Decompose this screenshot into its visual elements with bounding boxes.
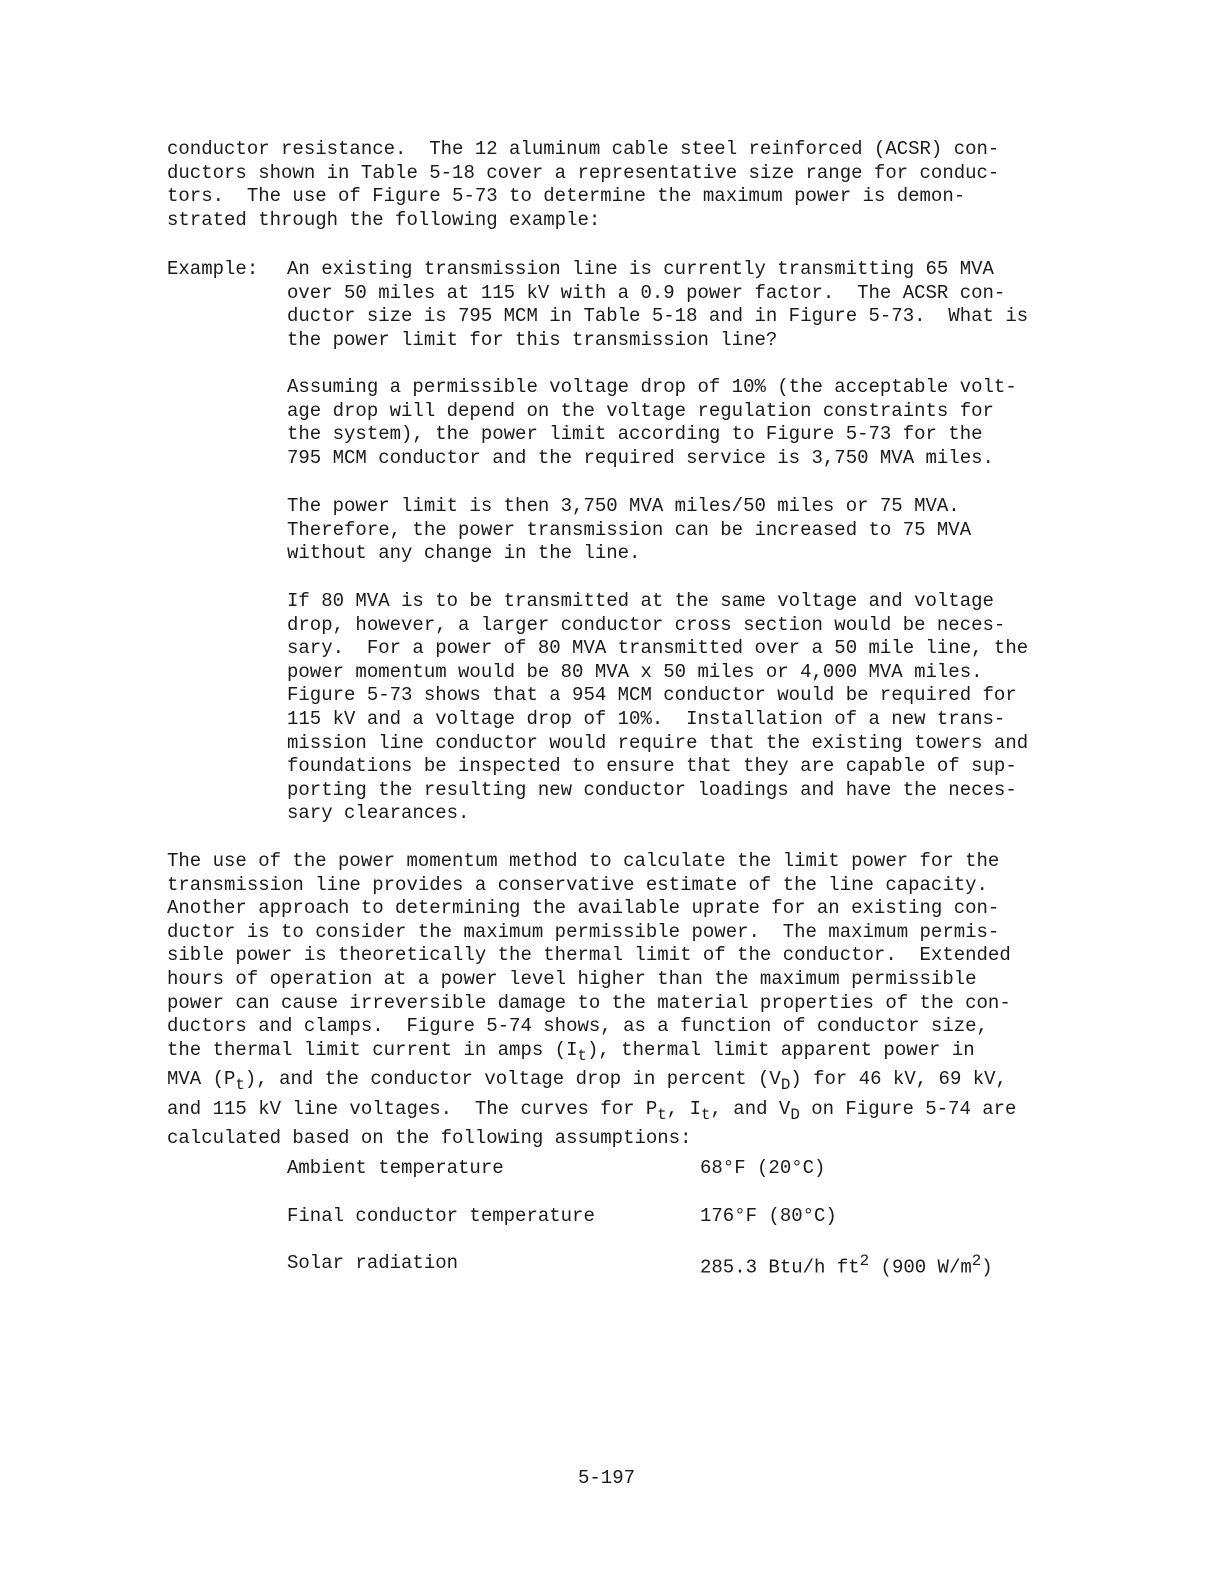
assumption-name: Ambient temperature	[287, 1157, 504, 1179]
power-momentum-paragraph	[167, 850, 1016, 1151]
text-line: foundations be inspected to ensure that they are capable of sup-	[287, 755, 1017, 778]
subscript: D	[780, 1075, 791, 1094]
text-line: the power limit for this transmission line?	[287, 328, 778, 351]
subscript: t	[577, 1046, 587, 1065]
text-line: An existing transmission line is currently transmitting 65 MVA	[287, 258, 994, 280]
example-assumption-paragraph	[287, 376, 1017, 470]
text-line: ductors and clamps. Figure 5-74 shows, as a function of conductor size,	[167, 1015, 988, 1038]
text-line: MVA $(P_t)$, and the conductor voltage drop in percent $(V_D)$ for 46 kV, 69 kV,	[167, 1068, 1007, 1094]
assumption-name: Solar radiation	[287, 1252, 459, 1274]
text-line: porting the resulting new conductor loadings and have the neces-	[287, 778, 1017, 801]
text-line: ductor size is 795 MCM in Table 5-18 and in Figure 5-73. What is	[287, 305, 1029, 328]
text-line: transmission line provides a conservative estimate of the line capacity.	[167, 873, 988, 896]
text-line: conductor resistance. The 12 aluminum cable steel reinforced (ACSR) con-	[167, 138, 1000, 160]
text-line: Therefore, the power transmission can be increased to 75 MVA	[287, 518, 972, 541]
text-line: calculated based on the following assumptions:	[167, 1126, 692, 1149]
text-line: strated through the following example:	[167, 208, 601, 231]
text-line: hours of operation at a power level higher than the maximum permissible	[167, 967, 977, 990]
text-line: power momentum would be 80 MVA x 50 miles or 4,000 MVA miles.	[287, 660, 983, 683]
text-line: mission line conductor would require that the existing towers and	[287, 731, 1029, 754]
text-line: the system), the power limit according to Figure 5-73 for the	[287, 423, 983, 446]
subscript: D	[790, 1105, 800, 1124]
text-line: The use of the power momentum method to calculate the limit power for the	[167, 850, 1000, 872]
intro-paragraph	[167, 138, 999, 232]
text-line: sary clearances.	[287, 802, 470, 825]
text-line: 115 kV and a voltage drop of 10%. Installation of a new trans-	[287, 707, 1006, 730]
text-line: ductor is to consider the maximum permissible power. The maximum permis-	[167, 920, 1000, 943]
assumption-value: 68°F (20°C)	[700, 1157, 826, 1179]
text-line: age drop will depend on the voltage regulation constraints for	[287, 399, 994, 422]
text-line: Figure 5-73 shows that a 954 MCM conductor would be required for	[287, 684, 1017, 707]
example-question-paragraph	[287, 258, 1028, 352]
subscript: t	[701, 1105, 711, 1124]
page-number: 5-197	[578, 1467, 636, 1489]
text-line: tors. The use of Figure 5-73 to determine the maximum power is demon-	[167, 185, 966, 208]
text-line: sary. For a power of 80 MVA transmitted over a 50 mile line, the	[287, 637, 1029, 660]
text-line: the thermal limit current in amps $(I_t)$, thermal limit apparent power in	[167, 1038, 975, 1065]
text-line: drop, however, a larger conductor cross section would be neces-	[287, 613, 1006, 636]
example-label: Example:	[167, 258, 259, 280]
assumption-value: 176°F (80°C)	[700, 1205, 837, 1227]
text-line: Another approach to determining the available uprate for an existing con-	[167, 897, 1000, 920]
subscript: t	[657, 1105, 667, 1124]
text-line: power can cause irreversible damage to the material properties of the con-	[167, 991, 1011, 1014]
example-larger-conductor-paragraph	[287, 590, 1028, 826]
text-line: The power limit is then 3,750 MVA miles/50 miles or 75 MVA.	[287, 495, 960, 517]
superscript: 2	[971, 1252, 982, 1270]
text-line: 795 MCM conductor and the required service is 3,750 MVA miles.	[287, 446, 994, 469]
superscript: 2	[859, 1252, 870, 1270]
text-line: ductors shown in Table 5-18 cover a representative size range for conduc-	[167, 161, 1000, 184]
subscript: t	[235, 1075, 245, 1094]
text-line: over 50 miles at 115 kV with a 0.9 power factor. The ACSR con-	[287, 281, 1006, 304]
assumption-name: Final conductor temperature	[287, 1205, 595, 1227]
text-line: and 115 kV line voltages. The curves for $P_t$, $I_t$, and $V_D$ on Figure 5-74 are	[167, 1097, 1017, 1124]
example-result-paragraph	[287, 495, 971, 566]
text-line: If 80 MVA is to be transmitted at the same voltage and voltage	[287, 590, 994, 612]
assumption-value: 285.3 Btu/h $ft^2$ (900 $W/m^2$)	[700, 1252, 993, 1279]
text-line: sible power is theoretically the thermal limit of the conductor. Extended	[167, 944, 1011, 967]
text-line: without any change in the line.	[287, 542, 641, 565]
text-line: Assuming a permissible voltage drop of 10% (the acceptable volt-	[287, 376, 1017, 398]
